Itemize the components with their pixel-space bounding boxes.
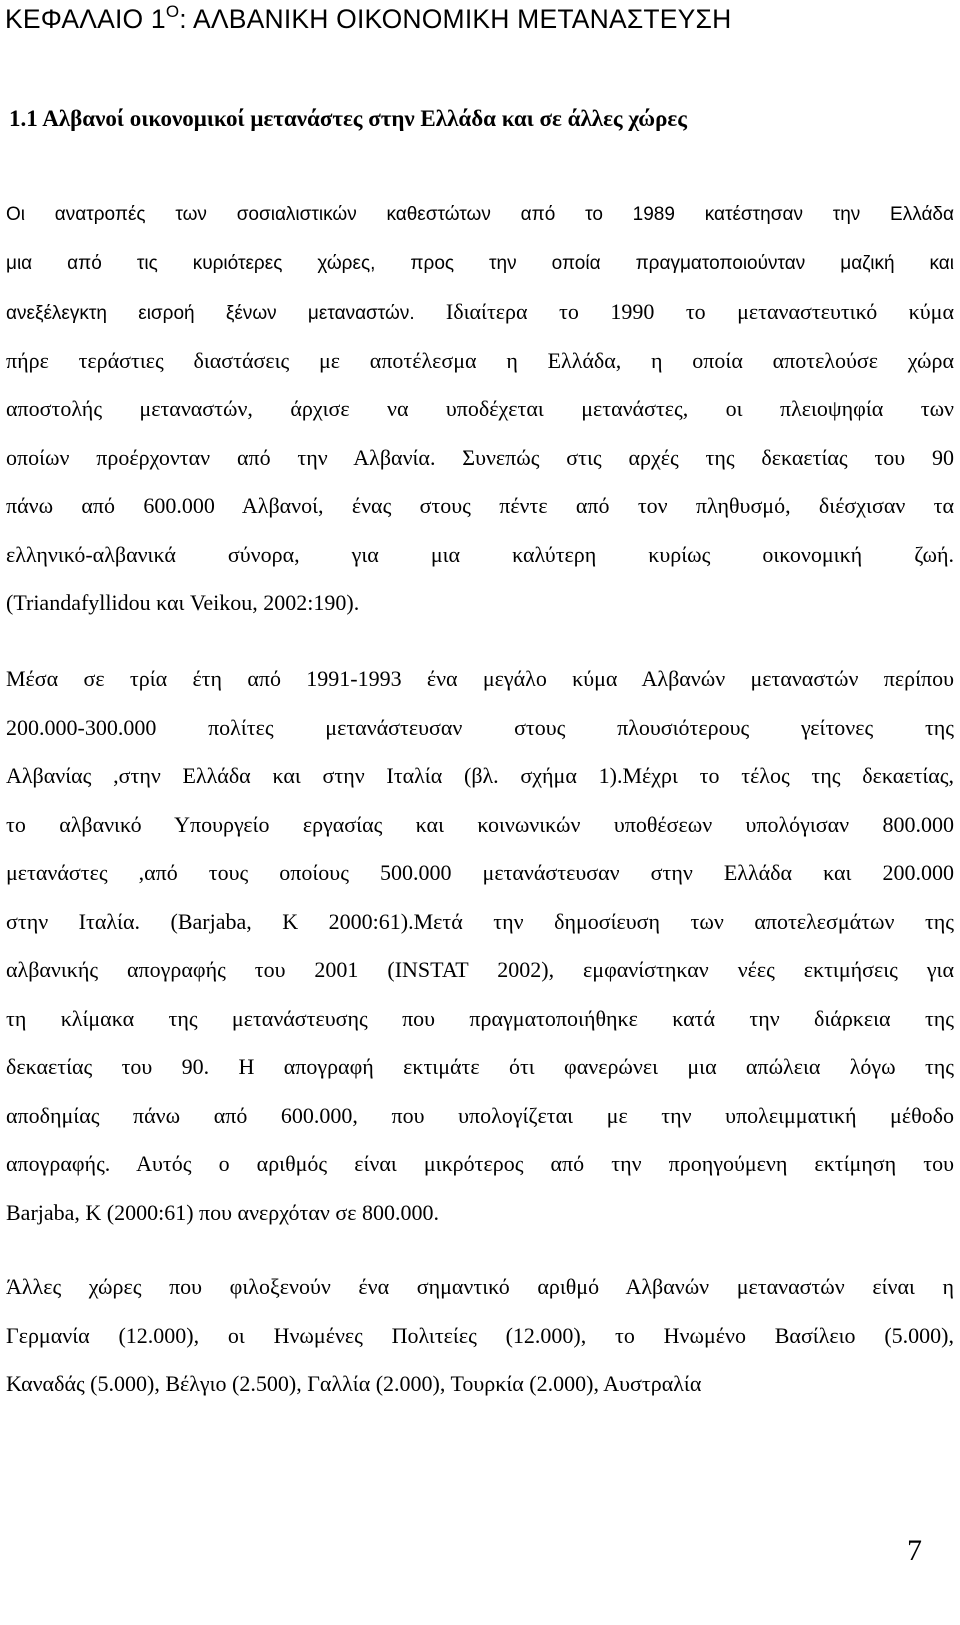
text-run: Γερμανία (12.000), οι Ηνωμένες Πολιτείες (12.000), το Ηνωμένο Βασίλειο (5.000),	[6, 1322, 954, 1348]
paragraph-line	[6, 752, 954, 801]
text-run: πήρε τεράστιες διαστάσεις με αποτέλεσμα η Ελλάδα, η οποία αποτελούσε χώρα	[6, 347, 954, 373]
paragraph-line	[6, 385, 954, 434]
text-run: απογραφής. Αυτός ο αριθμός είναι μικρότερος από την προηγούμενη εκτίμηση του	[6, 1151, 954, 1176]
text-run: στην Ιταλία. (Barjaba, K 2000:61).Μετά την δημοσίευση των αποτελεσμάτων της	[6, 908, 954, 934]
text-run: Καναδάς (5.000), Βέλγιο (2.500), Γαλλία (2.000), Τουρκία (2.000), Αυστραλία	[6, 1371, 702, 1396]
paragraph-line	[6, 531, 954, 580]
paragraph-line	[6, 1360, 954, 1409]
text-run: μετανάστες ,από τους οποίους 500.000 μετανάστευσαν στην Ελλάδα και 200.000	[6, 860, 954, 885]
text-run: Άλλες χώρες που φιλοξενούν ένα σημαντικό αριθμό Αλβανών μεταναστών είναι η	[6, 1274, 954, 1299]
text-run: αλβανικής απογραφής του 2001 (INSTAT 2002), εμφανίστηκαν νέες εκτιμήσεις για	[6, 957, 954, 982]
paragraph-other-countries	[6, 1263, 954, 1409]
chapter-title-prefix: ΚΕΦΑΛΑΙΟ 1	[5, 4, 166, 34]
page-number: 7	[907, 1534, 922, 1567]
paragraph-line	[6, 1312, 954, 1361]
chapter-title	[5, 2, 731, 35]
paragraph-line	[6, 579, 954, 628]
text-run: αποστολής μεταναστών, άρχισε να υποδέχεται μετανάστες, οι πλειοψηφία των	[6, 396, 954, 421]
paragraph-line	[6, 1043, 954, 1092]
paragraph-line	[6, 191, 954, 240]
section-title: 1.1 Αλβανοί οικονομικοί μετανάστες στην Ελλάδα και σε άλλες χώρες	[9, 106, 687, 131]
paragraph-line	[6, 801, 954, 850]
paragraph-line	[6, 946, 954, 995]
text-run: (Triandafyllidou και Veikou, 2002:190).	[6, 590, 360, 615]
text-run: ανεξέλεγκτη εισροή ξένων μεταναστών.	[6, 303, 446, 324]
text-run: οποίων προέρχονταν από την Αλβανία. Συνεπώς στις αρχές της δεκαετίας του 90	[6, 444, 954, 470]
text-run: Barjaba, K (2000:61) που ανερχόταν σε 800.000.	[6, 1199, 439, 1225]
paragraph-line	[6, 1263, 954, 1312]
paragraph-line	[6, 1092, 954, 1141]
chapter-title-superscript: Ο	[165, 2, 180, 21]
paragraph-line	[6, 1140, 954, 1189]
paragraph-line	[6, 898, 954, 947]
text-run: Αλβανίας ,στην Ελλάδα και στην Ιταλία (βλ. σχήμα 1).Μέχρι το τέλος της δεκαετίας,	[6, 763, 954, 788]
paragraph-line	[6, 482, 954, 531]
paragraph-1991-1993	[6, 655, 954, 1237]
paragraph-line	[6, 1189, 954, 1238]
text-run: μια από τις κυριότερες χώρες, προς την οποία πραγματοποιούνταν μαζική και	[6, 252, 954, 274]
paragraph-line	[6, 849, 954, 898]
paragraph-line	[6, 337, 954, 386]
text-run: τη κλίμακα της μετανάστευσης που πραγματοποιήθηκε κατά την διάρκεια της	[6, 1005, 954, 1031]
text-run: δεκαετίας του 90. Η απογραφή εκτιμάτε ότι φανερώνει μια απώλεια λόγω της	[6, 1054, 954, 1079]
paragraph-line	[6, 240, 954, 289]
text-run: το αλβανικό Υπουργείο εργασίας και κοινωνικών υποθέσεων υπολόγισαν 800.000	[6, 811, 954, 837]
paragraph-line	[6, 995, 954, 1044]
paragraph-line	[6, 704, 954, 753]
text-run: Μέσα σε τρία έτη από 1991-1993 ένα μεγάλο κύμα Αλβανών μεταναστών περίπου	[6, 666, 954, 691]
text-run: αποδημίας πάνω από 600.000, που υπολογίζεται με την υπολειμματική μέθοδο	[6, 1102, 954, 1128]
paragraph-line	[6, 655, 954, 704]
paragraph-line	[6, 288, 954, 337]
chapter-title-rest: : ΑΛΒΑΝΙΚΗ ΟΙΚΟΝΟΜΙΚΗ ΜΕΤΑΝΑΣΤΕΥΣΗ	[179, 4, 732, 34]
text-run: Οι ανατροπές των σοσιαλιστικών καθεστώτων από το 1989 κατέστησαν την Ελλάδα	[6, 204, 954, 225]
text-run: Ιδιαίτερα το 1990 το μεταναστευτικό κύμα	[445, 299, 954, 324]
text-run: ελληνικό-αλβανικά σύνορα, για μια καλύτερη κυρίως οικονομική ζωή.	[6, 541, 954, 567]
text-run: 200.000-300.000 πολίτες μετανάστευσαν στους πλουσιότερους γείτονες της	[6, 714, 954, 740]
paragraph-line	[6, 434, 954, 483]
paragraph-intro	[6, 191, 954, 628]
text-run: πάνω από 600.000 Αλβανοί, ένας στους πέντε από τον πληθυσμό, διέσχισαν τα	[6, 493, 954, 518]
